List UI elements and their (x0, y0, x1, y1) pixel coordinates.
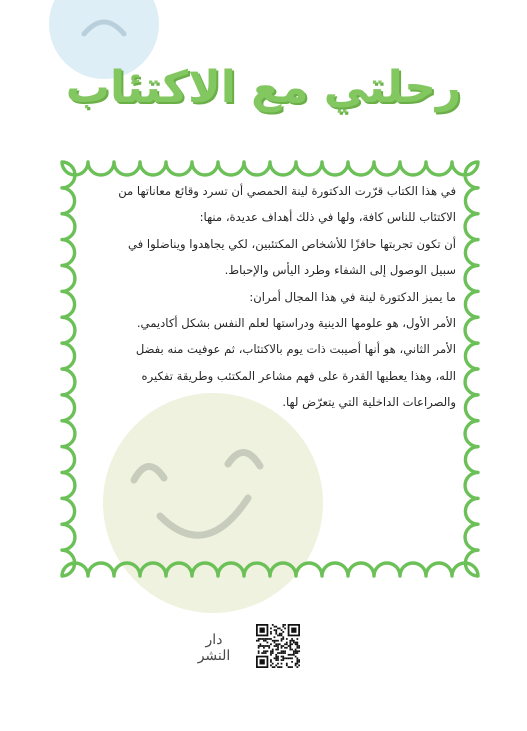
description-line: والصراعات الداخلية التي يتعرّض لها. (282, 395, 456, 410)
description-line: سبيل الوصول إلى الشفاء وطرد اليأس والإحباط. (224, 263, 456, 278)
description-line: أن تكون تجربتها حافزًا للأشخاص المكتئبين، لكي يجاهدوا ويناضلوا في (127, 236, 456, 251)
book-description (84, 178, 456, 416)
description-line: الأمر الثاني، هو أنها أصيبت ذات يوم بالاكتئاب، ثم عوفيت منه بفضل (135, 342, 456, 357)
description-line: الله، وهذا يعطيها القدرة على فهم مشاعر المكتئب وطريقة تفكيره (141, 368, 456, 383)
description-line: الأمر الأول، هو علومها الدينية ودراستها لعلم النفس بشكل أكاديمي. (136, 316, 456, 331)
description-line: ما يميز الدكتورة لينة في هذا المجال أمران: (249, 289, 456, 304)
description-line: في هذا الكتاب قرّرت الدكتورة لينة الحمصي أن تسرد وقائع معاناتها من (118, 184, 456, 198)
description-line: الاكتئاب للناس كافة، ولها في ذلك أهداف عديدة، منها: (199, 210, 456, 225)
publisher-logo: دار النشر (197, 632, 231, 664)
qr-code (256, 624, 300, 668)
book-title: رحلتي مع الاكتئاب (65, 62, 462, 113)
